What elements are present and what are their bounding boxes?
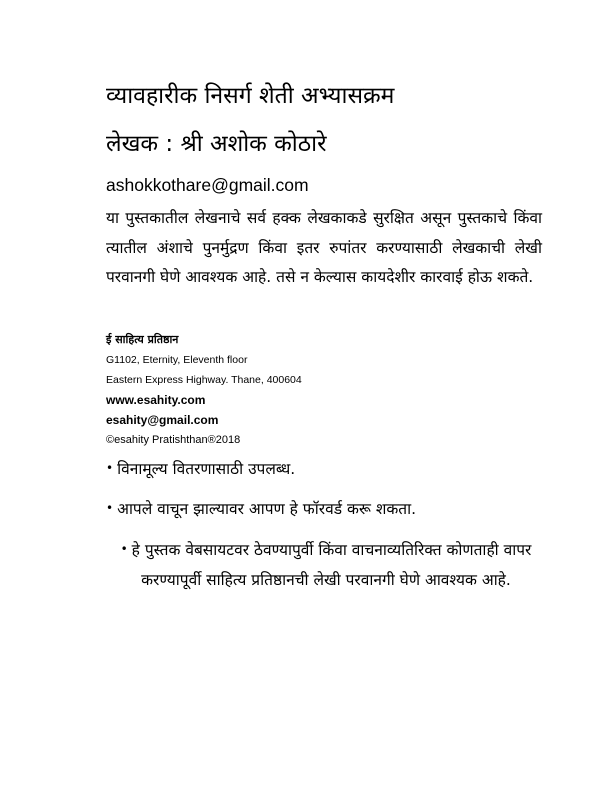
copyright-line: ©esahity Pratishthan®2018 <box>106 434 241 446</box>
author-line: लेखक : श्री अशोक कोठारे <box>106 131 327 157</box>
publisher-name: ई साहित्य प्रतिष्ठान <box>106 333 179 346</box>
note-free-distribution <box>106 454 295 483</box>
publisher-website: www.esahity.com <box>106 393 206 407</box>
note-permission <box>100 534 552 595</box>
publisher-block <box>106 330 546 450</box>
bullet-icon: • <box>106 501 114 515</box>
book-title: व्यावहारीक निसर्ग शेती अभ्यासक्रम <box>106 83 395 109</box>
publisher-address-line-1: G1102, Eternity, Eleventh floor <box>106 354 248 366</box>
note-forward <box>106 494 416 523</box>
bullet-icon: • <box>120 542 128 556</box>
author-email: ashokkothare@gmail.com <box>106 175 309 195</box>
publisher-address-line-2: Eastern Express Highway. Thane, 400604 <box>106 374 302 386</box>
note-text: विनामूल्य वितरणासाठी उपलब्ध. <box>117 460 296 478</box>
bullet-icon: • <box>106 461 114 475</box>
publisher-email: esahity@gmail.com <box>106 413 219 427</box>
note-text: आपले वाचून झाल्यावर आपण हे फॉरवर्ड करू शकता. <box>117 500 417 518</box>
note-text: हे पुस्तक वेबसायटवर ठेवण्यापुर्वी किंवा वाचनाव्यतिरिक्त कोणताही वापर करण्यापूर्वी साहित्य प्रतिष्ठानची लेखी परवानगी घेणे आवश्यक आहे. <box>131 541 532 589</box>
rights-notice: या पुस्तकातील लेखनाचे सर्व हक्क लेखकाकडे सुरक्षित असून पुस्तकाचे किंवा त्यातील अंशाचे पुनर्मुद्रण किंवा इतर रुपांतर करण्यासाठी लेखकाची लेखी परवानगी घेणे आवश्यक आहे. तसे न केल्यास कायदेशीर कारवाई होऊ शकते. <box>106 209 542 286</box>
